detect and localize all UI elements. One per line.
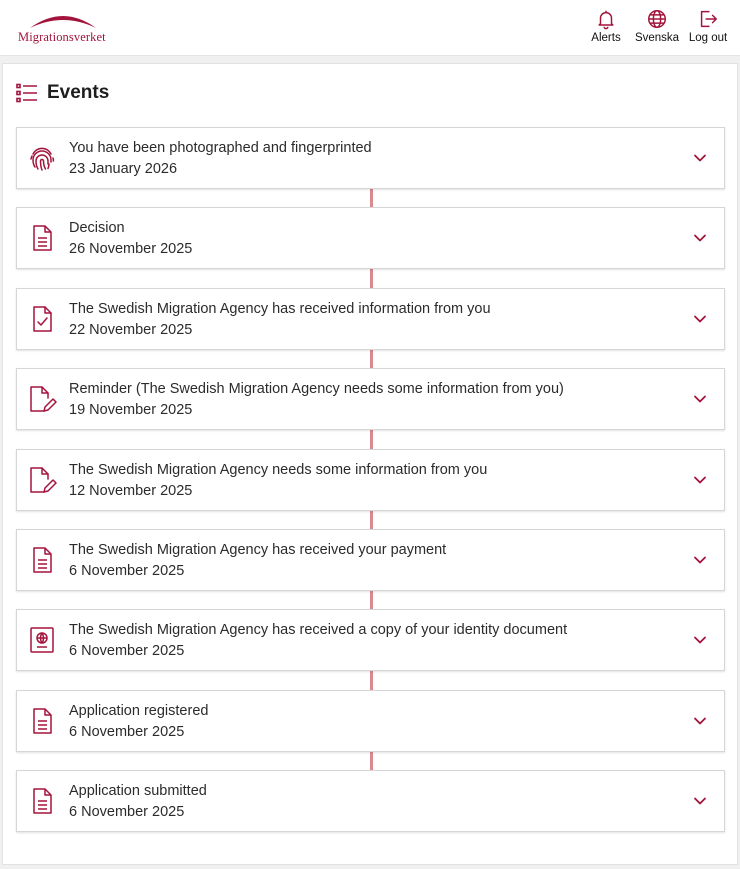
- event-title: Application registered: [69, 702, 209, 719]
- event-date: 22 November 2025: [69, 321, 193, 338]
- event-item[interactable]: [16, 529, 725, 591]
- event-date: 6 November 2025: [69, 723, 185, 740]
- bell-icon: [595, 8, 617, 30]
- event-title: Application submitted: [69, 783, 207, 800]
- document-icon: [27, 706, 57, 736]
- logout-button[interactable]: [688, 8, 728, 44]
- chevron-down-icon[interactable]: [692, 793, 708, 809]
- document-icon: [27, 545, 57, 575]
- migrationsverket-logo[interactable]: [16, 10, 112, 48]
- event-date: 12 November 2025: [69, 482, 193, 499]
- event-title: The Swedish Migration Agency has received your payment: [69, 541, 447, 558]
- event-item[interactable]: [16, 690, 725, 752]
- event-title: Reminder (The Swedish Migration Agency needs some information from you): [69, 381, 564, 398]
- document-check-icon: [27, 304, 57, 334]
- language-label: Svenska: [634, 32, 680, 44]
- list-icon: [16, 83, 38, 103]
- fingerprint-icon: [27, 143, 57, 173]
- top-bar: [0, 0, 740, 56]
- events-list: [16, 127, 725, 851]
- event-item[interactable]: [16, 770, 725, 832]
- event-item[interactable]: [16, 288, 725, 350]
- document-edit-icon: [27, 465, 57, 495]
- events-header: [16, 82, 109, 104]
- chevron-down-icon[interactable]: [692, 391, 708, 407]
- chevron-down-icon[interactable]: [692, 311, 708, 327]
- event-title: The Swedish Migration Agency has received a copy of your identity document: [69, 622, 568, 639]
- chevron-down-icon[interactable]: [692, 632, 708, 648]
- event-date: 26 November 2025: [69, 241, 193, 258]
- document-edit-icon: [27, 384, 57, 414]
- event-item[interactable]: [16, 609, 725, 671]
- event-title: The Swedish Migration Agency needs some information from you: [69, 461, 488, 478]
- event-date: 23 January 2026: [69, 161, 178, 177]
- event-title: You have been photographed and fingerprinted: [69, 140, 372, 156]
- document-icon: [27, 223, 57, 253]
- logo-text: Migrationsverket: [18, 30, 106, 44]
- event-item[interactable]: [16, 449, 725, 511]
- event-date: 6 November 2025: [69, 562, 185, 579]
- events-title: Events: [47, 82, 110, 103]
- globe-icon: [646, 8, 668, 30]
- event-date: 6 November 2025: [69, 643, 185, 660]
- language-button[interactable]: [634, 8, 680, 44]
- event-item[interactable]: [16, 207, 725, 269]
- event-item[interactable]: [16, 127, 725, 189]
- chevron-down-icon[interactable]: [692, 150, 708, 166]
- event-item[interactable]: [16, 368, 725, 430]
- logout-icon: [697, 8, 719, 30]
- chevron-down-icon[interactable]: [692, 552, 708, 568]
- chevron-down-icon[interactable]: [692, 230, 708, 246]
- alerts-button[interactable]: [586, 8, 626, 44]
- logout-label: Log out: [688, 32, 728, 44]
- chevron-down-icon[interactable]: [692, 713, 708, 729]
- document-icon: [27, 786, 57, 816]
- passport-icon: [27, 625, 57, 655]
- event-title: Decision: [69, 220, 125, 237]
- event-date: 6 November 2025: [69, 804, 185, 821]
- header-nav: [586, 8, 728, 44]
- alerts-label: Alerts: [591, 32, 621, 44]
- events-panel: [2, 63, 738, 865]
- chevron-down-icon[interactable]: [692, 472, 708, 488]
- logo-arc-icon: [28, 10, 98, 30]
- event-title: The Swedish Migration Agency has received information from you: [69, 300, 491, 317]
- event-date: 19 November 2025: [69, 402, 193, 419]
